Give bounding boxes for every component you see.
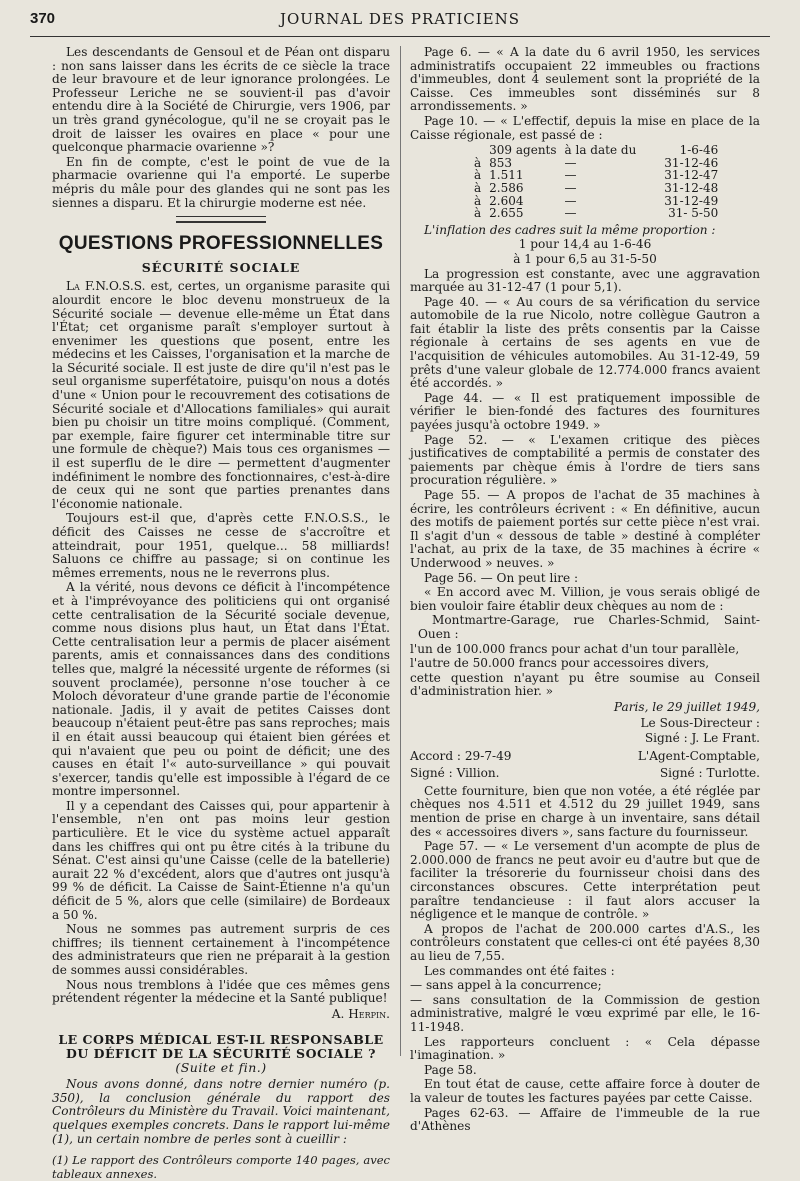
paragraph: En tout état de cause, cette affaire force à douter de la valeur de toutes les factures payées par cette Caisse. [410,1077,760,1105]
paragraph: Page 57. — « Le versement d'un acompte de plus de 2.000.000 de francs ne peut avoir eu d'autre but que de faciliter la trésorerie du fournisseur choisi dans des circonstances obscures. Cette interprétation peut paraître tendancieuse : il faut alors accuser la négligence et le manque de contrôle. » [410,839,760,922]
author-signature: A. Herpin. [331,1006,390,1021]
letter-role: Le Sous-Directeur : [640,715,760,730]
staff-table-cell: 31-12-47 [664,168,719,183]
staff-table-cell: 2.655 [489,206,524,221]
decorative-rule [176,216,266,223]
paragraph: Nous ne sommes pas autrement surpris de ces chiffres; ils tiennent certainement à l'incompétence des administrateurs que rien ne préparait à la gestion de sommes aussi considérables. [52,922,390,977]
staff-table-cell: 31-12-46 [664,155,719,170]
paragraph: Page 44. — « Il est pratiquement impossible de vérifier le bien-fondé des factures des fournitures payées jusqu'à octobre 1949. » [410,390,760,433]
paragraph: A propos de l'achat de 200.000 cartes d'A.S., les contrôleurs constatent que celles-ci ont été payées 8,30 au lieu de 7,55. [410,921,760,963]
acronym: La F.N.O.S.S. [66,279,146,294]
right-column [410,46,760,1135]
paragraph: L'inflation des cadres suit la même proportion : [424,222,716,237]
paragraph: Page 58. [424,1062,477,1077]
staff-table-cell: à [474,155,482,170]
staff-table-cell: à [474,193,482,208]
journal-title: JOURNAL DES PRATICIENS [279,10,521,28]
paragraph: Cette fourniture, bien que non votée, a été réglée par chèques nos 4.511 et 4.512 du 29 juillet 1949, sans mention de prise en charge à un inventaire, sans détail des « accessoires divers », sans facture du fournisseur. [410,783,760,839]
paragraph: Page 40. — « Au cours de sa vérification du service automobile de la rue Nicolo, notre collègue Gautron a fait établir la liste des prêts consentis par la Caisse régionale à certains de ses agents en vue de l'acquisition de véhicules automobiles. Au 31-12-49, 59 prêts d'une valeur globale de 12.774.000 francs avaient été accordés. » [410,294,760,391]
paragraph: Nous nous tremblons à l'idée que ces mêmes gens prétendent régenter la médecine et la Santé publique! [52,977,390,1006]
paragraph: Page 6. — « A la date du 6 avril 1950, les services administratifs occupaient 22 immeubles ou fractions d'immeubles, dont 4 seulement sont la propriété de la Caisse. Ces immeubles sont disséminés sur 8 arrondissements. » [410,45,760,114]
ratio-line: à 1 pour 6,5 au 31-5-50 [513,251,657,266]
paragraph: La progression est constante, avec une aggravation marquée au 31-12-47 (1 pour 5,1). [410,266,760,295]
list-item: — sans appel à la concurrence; [410,978,602,993]
staff-table [470,144,722,220]
staff-table-cell: 31- 5-50 [668,206,719,221]
acronym: F.N.O.S.S. [304,511,365,526]
letter-date: Paris, le 29 juillet 1949, [613,699,760,714]
paragraph: Page 56. — On peut lire : [424,570,579,585]
staff-table-cell: — [564,168,577,183]
staff-table-cell: à la date du [564,143,637,158]
letter-signature: Signé : J. Le Frant. [644,731,760,746]
ratio-line: 1 pour 14,4 au 1-6-46 [518,237,652,252]
paragraph: En fin de compte, c'est le point de vue de la pharmacie ovarienne qui l'a emporté. Le superbe mépris du mâle pour des glandes qui ne sont pas les siennes a disparu. Et la chirurgie moderne est née. [52,154,390,210]
staff-table-cell: 31-12-49 [664,193,719,208]
staff-table-cell: 2.604 [489,193,524,208]
paragraph: A la vérité, nous devons ce déficit à l'incompétence et à l'imprévoyance des politiciens qui ont organisé cette centralisation de la Sécurité sociale devenue, comme nous disions plus haut, un État dans l'État. Cette centralisation leur a permis de placer aisément parents, amis et connaissances dans des conditions telles que, malgré la nécessité urgente de réformes (si souvent proclamée), personne n'ose toucher à ce Moloch dévorateur d'une grande partie de l'économie nationale. Jadis, il y avait de petites Caisses dont beaucoup n'étaient peut-être pas sans reproches; mais il en était aussi beaucoup qui étaient bien gérées et qui n'avaient que peu ou point de déficit; une des causes en était l'« auto-surveillance » qui pouvait s'exercer, tandis qu'elle est impossible à l'égard de ce montre impersonnel. [52,580,390,799]
paragraph: Page 55. — A propos de l'achat de 35 machines à écrire, les contrôleurs écrivent : « En définitive, aucun des motifs de paiement portés sur cette pièce n'est vrai. Il s'agit d'un « dessous de table » destiné à compléter l'achat, au prix de la taxe, de 35 machines à écrire « Underwood » neuves. » [410,488,760,570]
left-column [52,46,390,1181]
quote-line: l'autre de 50.000 francs pour accessoires divers, [410,656,710,671]
staff-table-cell: — [564,180,577,195]
paragraph: Page 10. — « L'effectif, depuis la mise en place de la Caisse régionale, est passé de : [410,113,760,142]
staff-table-cell: 31-12-48 [664,180,719,195]
signature-row: Signé : Villion. Signé : Turlotte. [410,766,760,781]
article-title: LE CORPS MÉDICAL EST-IL RESPONSABLE DU DÉFICIT DE LA SÉCURITÉ SOCIALE ? (Suite et fin.) [58,1032,384,1075]
staff-table-cell: à [474,180,482,195]
subsection-title: SÉCURITÉ SOCIALE [141,259,301,275]
paragraph: Pages 62-63. — Affaire de l'immeuble de la rue d'Athènes [410,1105,760,1134]
column-divider [400,46,401,1056]
staff-table-cell: 1.511 [489,168,524,183]
paragraph: Page 52. — « L'examen critique des pièces justificatives de comptabilité a permis de constater des paiements par chèque émis à l'ordre de tiers sans procuration régulière. » [410,432,760,488]
signature-row: Accord : 29-7-49 L'Agent-Comptable, [410,748,760,763]
paragraph: « En accord avec M. Villion, je vous serais obligé de bien vouloir faire établir deux chèques au nom de : [410,585,760,613]
staff-table-row [470,182,722,195]
staff-table-cell: 2.586 [489,180,524,195]
section-title: QUESTIONS PROFESSIONNELLES [58,233,384,255]
paragraph: Les descendants de Gensoul et de Péan ont disparu : non sans laisser dans les écrits de ce siècle la trace de leur bravoure et de leur ignorance prolongées. Le Professeur Leriche ne se souvient-il pas d'avoir entendu dire à la Société de Chirurgie, vers 1906, par un très grand gynécologue, qu'il ne se croyait pas le droit de laisser les ovaires en place « pour une quelconque pharmacie ovarienne »? [52,45,390,155]
paragraph: La F.N.O.S.S. est, certes, un organisme parasite qui alourdit encore le bloc devenu monstrueux de la Sécurité sociale — devenue elle-même un État dans l'État; cet organisme paraît s'employer surtout à envenimer les questions que posent, entre les médecins et les Caisses, l'organisation et la marche de la Sécurité sociale. Il est juste de dire qu'il n'est pas le seul organisme superfétatoire, puisqu'on nous a dotés d'une « Union pour le recouvrement des cotisations de Sécurité sociale et d'Allocations familiales» qui aurait bien pu choisir un titre moins compliqué. (Comment, par exemple, faire figurer cet interminable titre sur une formule de chèque?) Mais tous ces organismes — il est superflu de le dire — permettent d'augmenter indéfiniment le nombre des fonctionnaires, c'est-à-dire de ceux qui ne sont que parties prenantes dans l'économie nationale. [52,279,390,511]
staff-table-cell [470,144,485,157]
paragraph: Nous avons donné, dans notre dernier numéro (p. 350), la conclusion générale du rapport des Contrôleurs du Ministère du Travail. Voici maintenant, quelques exemples concrets. Dans le rapport lui-même (1), un certain nombre de perles sont à cueillir : [52,1077,390,1146]
staff-table-cell: à [474,168,482,183]
staff-table-row [470,207,722,220]
staff-table-cell: — [564,206,577,221]
quote-line: l'un de 100.000 francs pour achat d'un tour parallèle, [410,641,740,656]
staff-table-cell: à [474,206,482,221]
page-header [30,10,770,37]
paragraph: Les rapporteurs concluent : « Cela dépasse l'imagination. » [410,1034,760,1063]
paragraph: Toujours est-il que, d'après cette F.N.O.S.S., le déficit des Caisses ne cesse de s'accroître et atteindrait, pour 1951, quelque... 58 milliards! Saluons ce chiffre au passage; si on continue les mêmes errements, nous ne le reverrons plus. [52,511,390,580]
staff-table-row [470,144,722,157]
staff-table-cell: 309 agents [489,143,557,158]
paragraph: Il y a cependant des Caisses qui, pour appartenir à l'ensemble, n'en ont pas moins leur gestion particulière. Et le vice du système actuel apparaît dans les chiffres qui ont pu être cités à la tribune du Sénat. C'est ainsi qu'une Caisse (celle de la batellerie) aurait 22 % d'excédent, alors que d'autres ont jusqu'à 99 % de déficit. La Caisse de Saint-Étienne n'a qu'un déficit de 5 %, alors que celle (similaire) de Bordeaux a 50 %. [52,798,390,922]
staff-table-cell: — [564,193,577,208]
quote-line: Montmartre-Garage, rue Charles-Schmid, Saint-Ouen : [418,613,760,641]
list-item: — sans consultation de la Commission de gestion administrative, malgré le vœu exprimé par elle, le 16-11-1948. [410,992,760,1034]
staff-table-cell: — [564,155,577,170]
paragraph: Les commandes ont été faites : [424,963,615,978]
page-number: 370 [30,10,56,27]
staff-table-cell: 853 [489,155,513,170]
quote-line: cette question n'ayant pu être soumise au Conseil d'administration hier. » [410,670,760,699]
footnote: (1) Le rapport des Contrôleurs comporte 140 pages, avec tableaux annexes. [52,1153,390,1181]
staff-table-cell: 1-6-46 [679,143,719,158]
